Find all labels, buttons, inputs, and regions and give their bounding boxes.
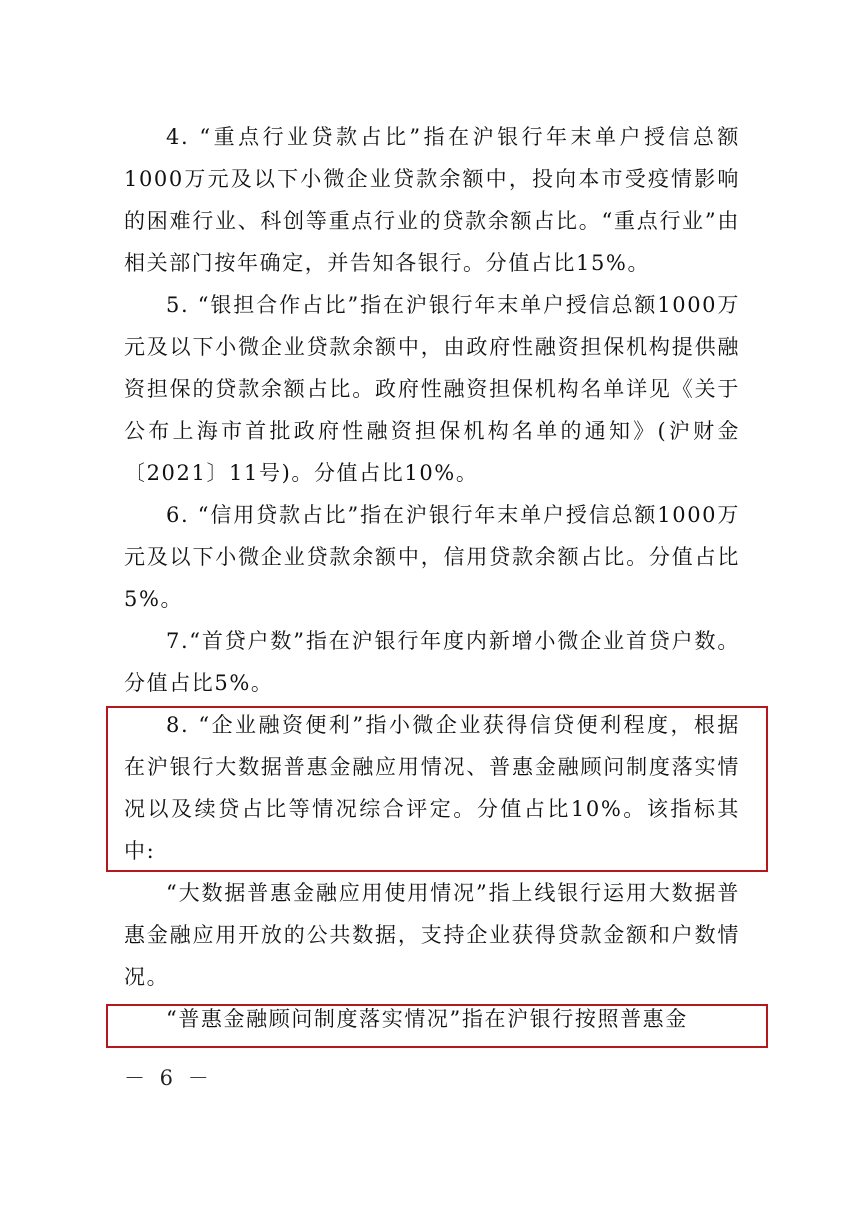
paragraph-inclusive-finance-advisor: “普惠金融顾问制度落实情况”指在沪银行按照普惠金 xyxy=(166,1007,688,1031)
paragraph-enterprise-financing-convenience: 8. “企业融资便利”指小微企业获得信贷便利程度，根据在沪银行大数据普惠金融应用情况、普惠金融顾问制度落实情况以及续贷占比等情况综合评定。分值占比10%。该指标其中: xyxy=(124,713,740,863)
paragraph-first-loan-households: 7.“首贷户数”指在沪银行年度内新增小微企业首贷户数。分值占比5%。 xyxy=(124,629,740,695)
page-number: － 6 － xyxy=(124,1066,213,1090)
paragraph-big-data-application: “大数据普惠金融应用使用情况”指上线银行运用大数据普惠金融应用开放的公共数据，支持企业获得贷款金额和户数情况。 xyxy=(124,881,740,989)
document-body xyxy=(124,116,740,1040)
paragraph-bank-guarantee-cooperation-ratio: 5. “银担合作占比”指在沪银行年末单户授信总额1000万元及以下小微企业贷款余额中，由政府性融资担保机构提供融资担保的贷款余额占比。政府性融资担保机构名单详见《关于公布上海市首批政府性融资担保机构名单的通知》(沪财金〔2021〕11号)。分值占比10%。 xyxy=(124,293,740,485)
paragraph-key-industry-loan-ratio: 4. “重点行业贷款占比”指在沪银行年末单户授信总额1000万元及以下小微企业贷款余额中，投向本市受疫情影响的困难行业、科创等重点行业的贷款余额占比。“重点行业”由相关部门按年确定，并告知各银行。分值占比15%。 xyxy=(124,125,740,275)
paragraph-credit-loan-ratio: 6. “信用贷款占比”指在沪银行年末单户授信总额1000万元及以下小微企业贷款余额中，信用贷款余额占比。分值占比5%。 xyxy=(124,503,740,611)
